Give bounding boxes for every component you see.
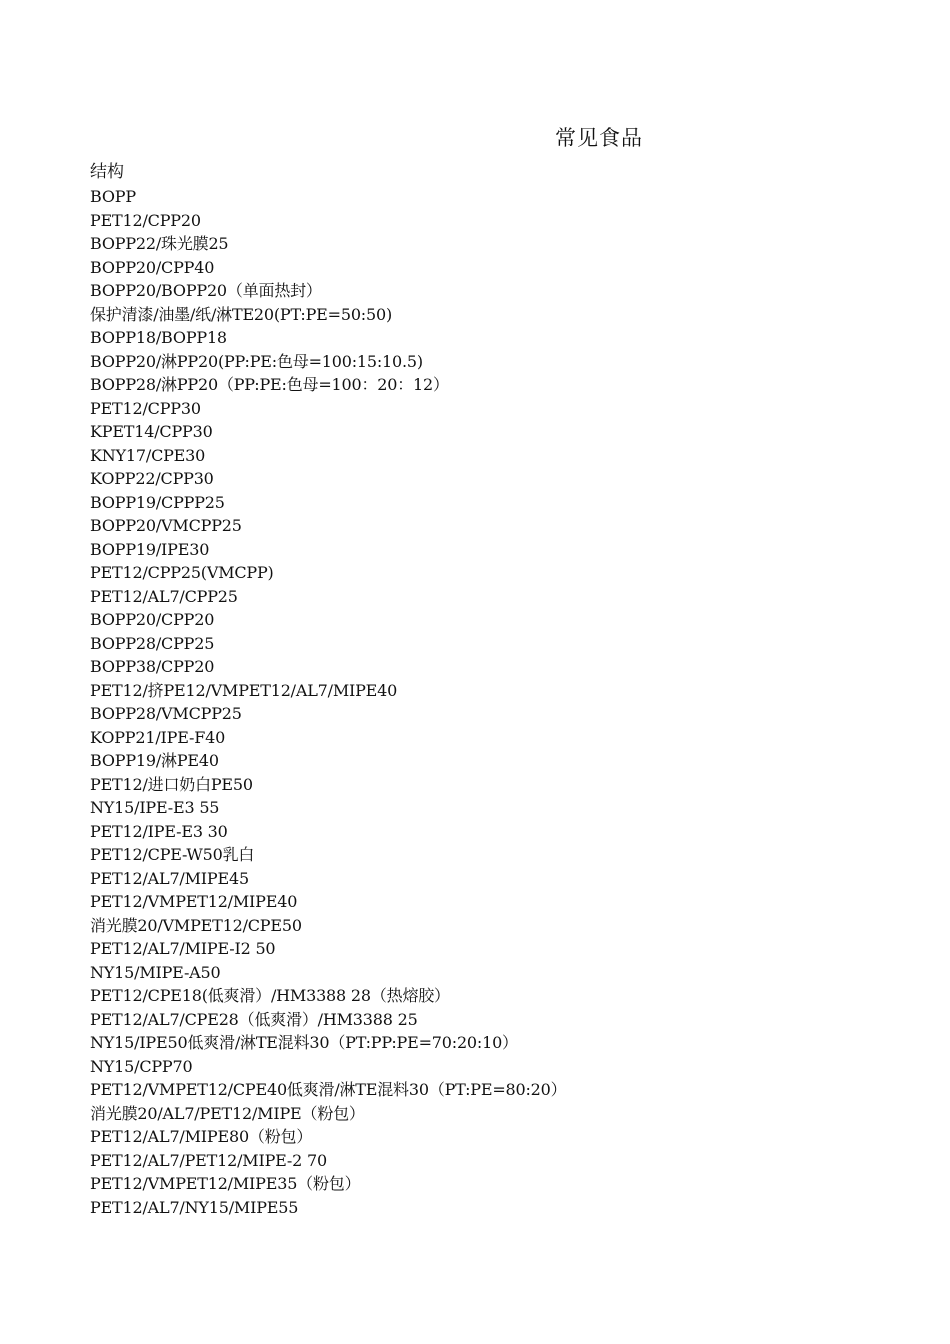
list-item: PET12/进口奶白PE50 bbox=[90, 774, 253, 794]
list-item: BOPP20/淋PP20(PP:PE:色母=100:15:10.5) bbox=[90, 351, 423, 371]
list-item: PET12/AL7/CPE28（低爽滑）/HM3388 25 bbox=[90, 1009, 418, 1029]
list-item: BOPP28/CPP25 bbox=[90, 633, 215, 653]
list-item: BOPP19/CPPP25 bbox=[90, 492, 225, 512]
list-item: PET12/AL7/MIPE80（粉包） bbox=[90, 1127, 313, 1146]
list-item: PET12/AL7/MIPE45 bbox=[90, 868, 249, 888]
list-item: NY15/IPE50低爽滑/淋TE混料30（PT:PP:PE=70:20:10） bbox=[90, 1033, 518, 1052]
list-item: PET12/CPP25(VMCPP) bbox=[90, 563, 274, 582]
list-item: BOPP18/BOPP18 bbox=[90, 328, 227, 347]
list-item: BOPP bbox=[90, 187, 136, 206]
list-item: BOPP28/淋PP20（PP:PE:色母=100：20：12） bbox=[90, 375, 449, 394]
list-item: NY15/MIPE-A50 bbox=[90, 962, 221, 982]
list-item: 消光膜20/VMPET12/CPE50 bbox=[90, 915, 302, 935]
list-item: PET12/VMPET12/MIPE40 bbox=[90, 892, 298, 911]
list-item: BOPP20/CPP40 bbox=[90, 257, 215, 277]
list-item: PET12/IPE-E3 30 bbox=[90, 821, 228, 841]
list-item: BOPP20/BOPP20（单面热封） bbox=[90, 281, 322, 300]
list-item: PET12/CPE-W50乳白 bbox=[90, 845, 255, 864]
column-header-structure: 结构 bbox=[90, 162, 124, 182]
structure-list bbox=[90, 185, 566, 1219]
list-item: PET12/AL7/NY15/MIPE55 bbox=[90, 1197, 299, 1217]
list-item: PET12/AL7/MIPE-I2 50 bbox=[90, 939, 276, 958]
list-item: PET12/CPP30 bbox=[90, 398, 201, 418]
page-title: 常见食品 bbox=[555, 126, 643, 150]
list-item: 消光膜20/AL7/PET12/MIPE（粉包） bbox=[90, 1103, 365, 1123]
list-item: PET12/AL7/PET12/MIPE-2 70 bbox=[90, 1150, 327, 1170]
list-item: PET12/AL7/CPP25 bbox=[90, 586, 238, 606]
list-item: BOPP22/珠光膜25 bbox=[90, 234, 229, 253]
list-item: PET12/CPP20 bbox=[90, 210, 201, 230]
list-item: PET12/VMPET12/MIPE35（粉包） bbox=[90, 1174, 361, 1193]
list-item: BOPP19/IPE30 bbox=[90, 539, 210, 559]
list-item: KOPP21/IPE-F40 bbox=[90, 727, 226, 747]
list-item: 保护清漆/油墨/纸/淋TE20(PT:PE=50:50) bbox=[90, 304, 392, 324]
list-item: NY15/IPE-E3 55 bbox=[90, 798, 220, 817]
list-item: BOPP28/VMCPP25 bbox=[90, 704, 242, 723]
list-item: KOPP22/CPP30 bbox=[90, 469, 214, 488]
list-item: BOPP20/CPP20 bbox=[90, 610, 215, 629]
list-item: PET12/CPE18(低爽滑）/HM3388 28（热熔胶） bbox=[90, 986, 450, 1005]
list-item: BOPP20/VMCPP25 bbox=[90, 516, 242, 535]
list-item: BOPP38/CPP20 bbox=[90, 657, 215, 676]
list-item: NY15/CPP70 bbox=[90, 1056, 193, 1076]
list-item: PET12/VMPET12/CPE40低爽滑/淋TE混料30（PT:PE=80:20） bbox=[90, 1080, 567, 1099]
list-item: BOPP19/淋PE40 bbox=[90, 751, 219, 770]
list-item: PET12/挤PE12/VMPET12/AL7/MIPE40 bbox=[90, 680, 398, 700]
list-item: KPET14/CPP30 bbox=[90, 422, 213, 441]
list-item: KNY17/CPE30 bbox=[90, 445, 206, 465]
